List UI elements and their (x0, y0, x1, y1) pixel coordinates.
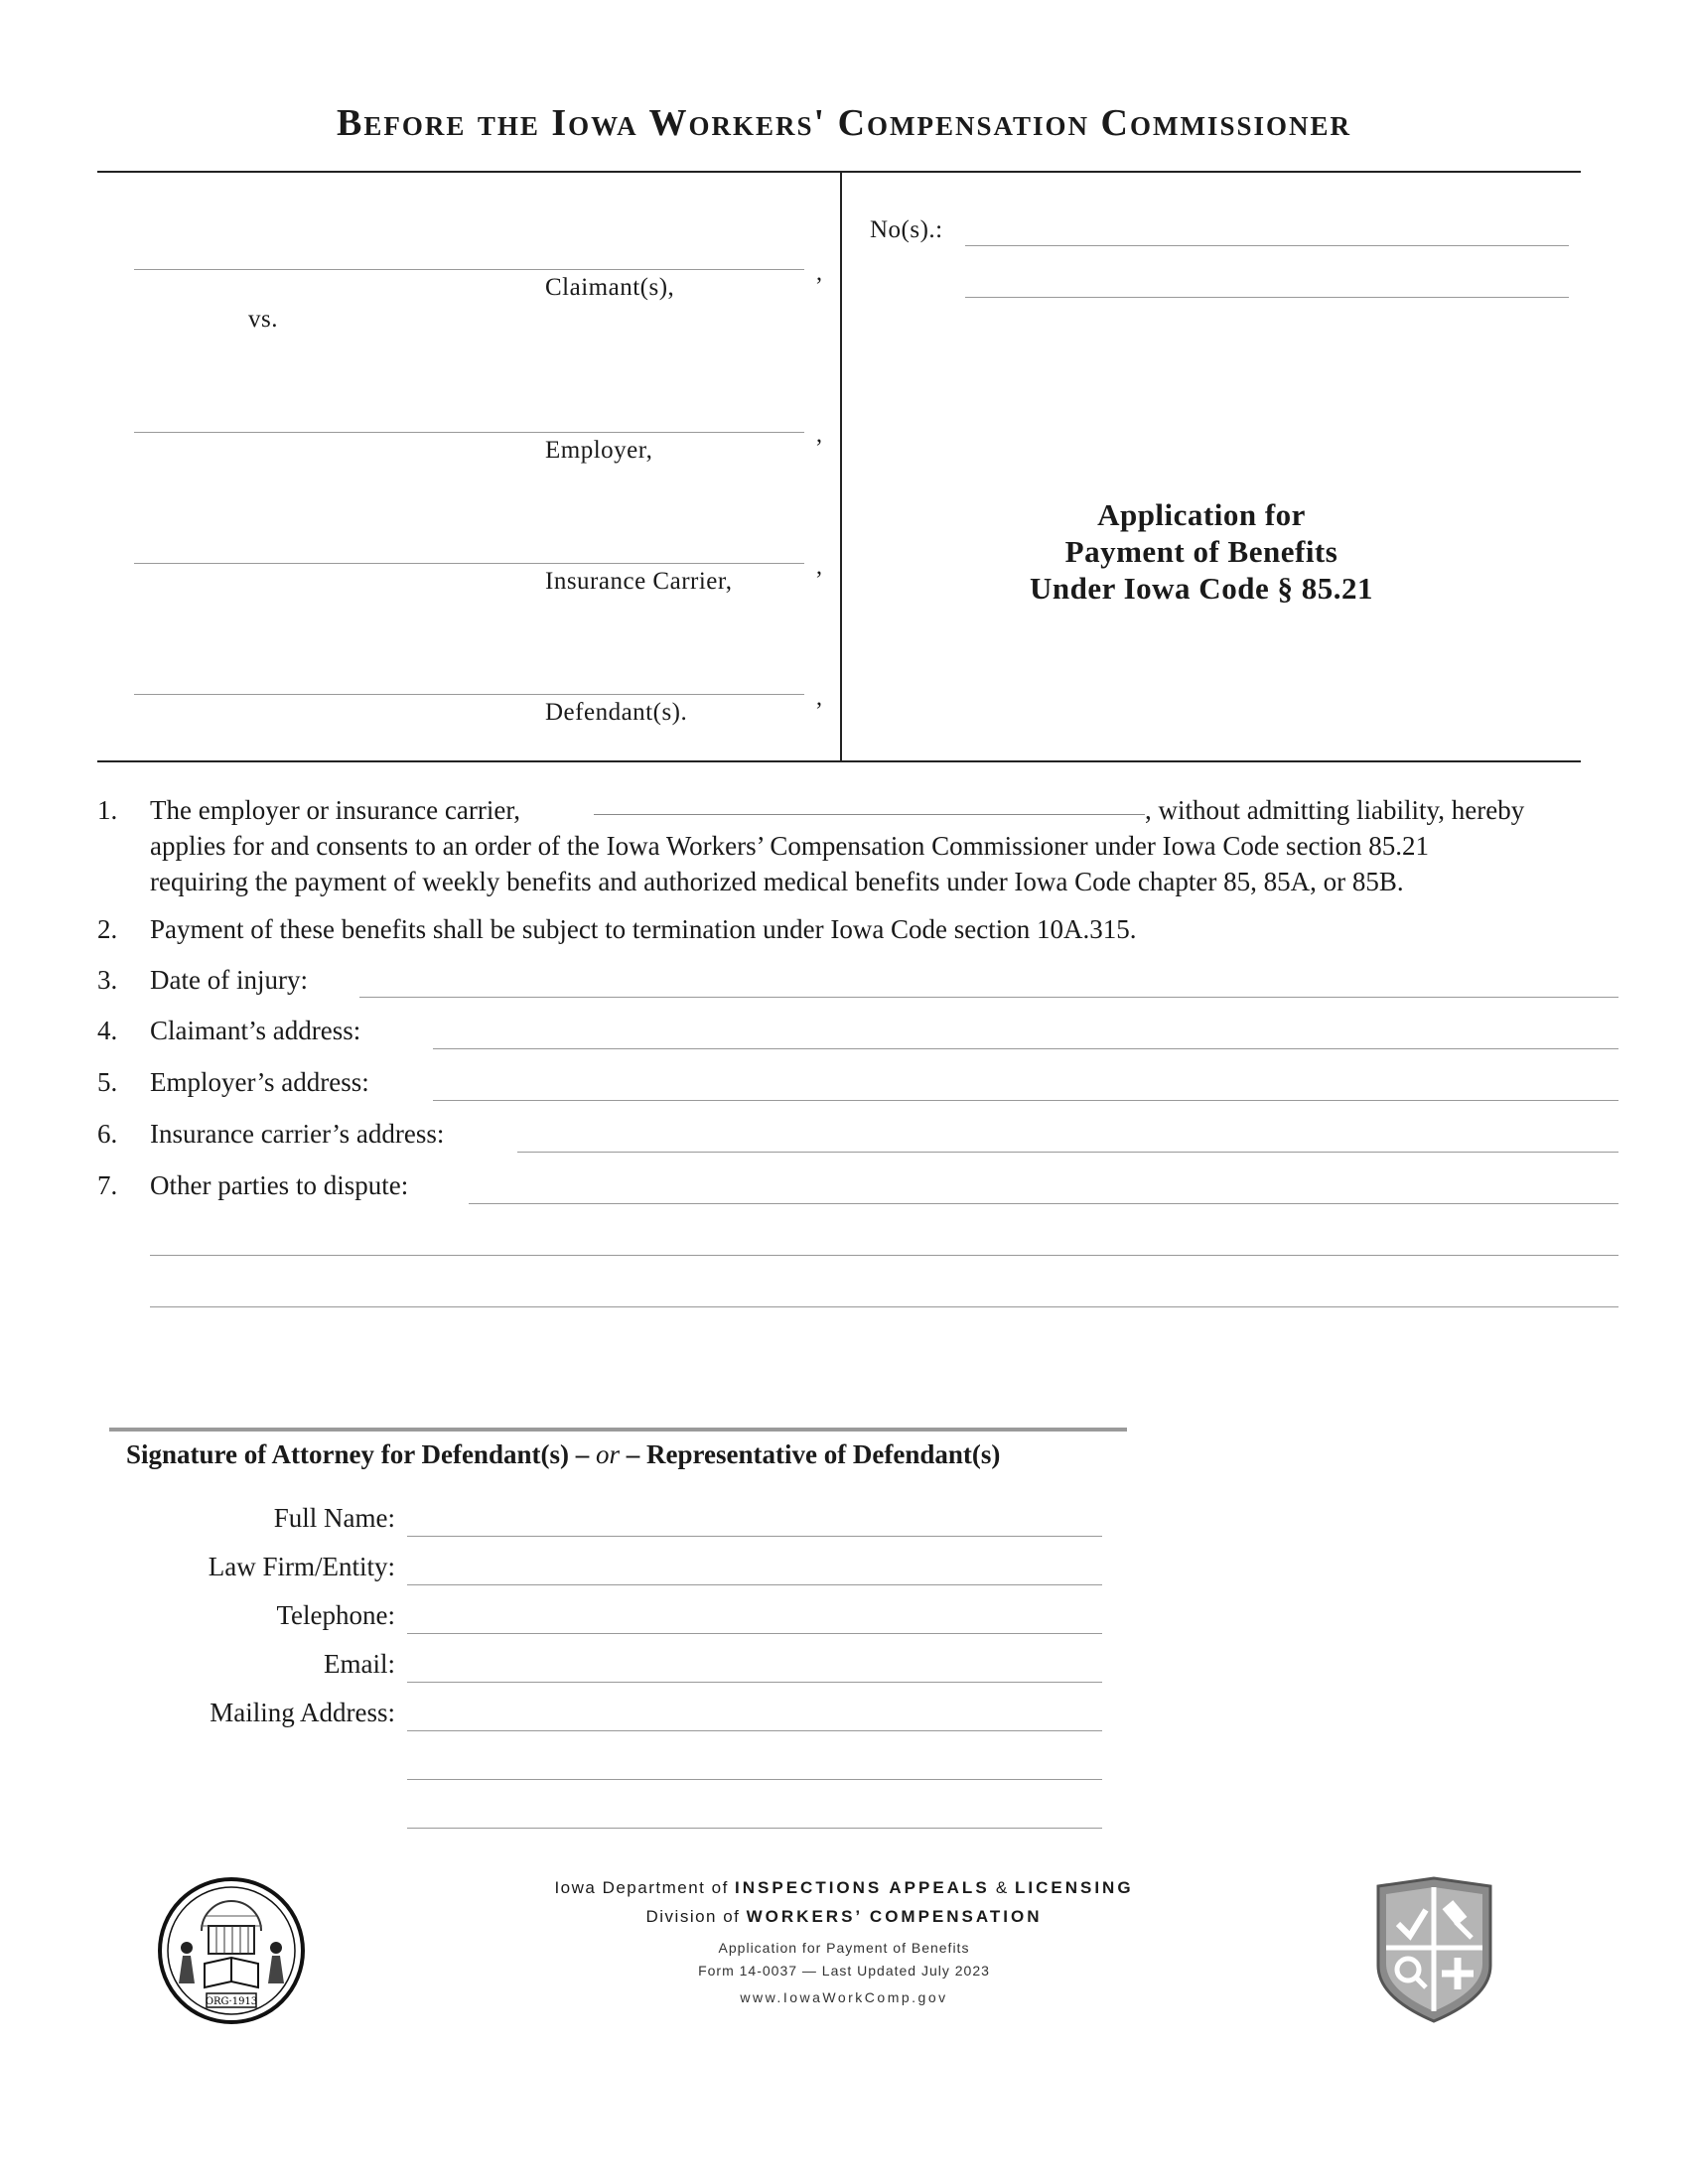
page-title: Before the Iowa Workers' Compensation Commissioner (337, 102, 1351, 144)
item-number: 2. (97, 914, 118, 944)
employer-address-line[interactable] (433, 1100, 1618, 1101)
other-parties-label: Other parties to dispute: (150, 1170, 409, 1200)
comma: , (816, 685, 822, 711)
full-name-line[interactable] (407, 1536, 1102, 1537)
footer-website-link[interactable]: www.IowaWorkComp.gov (740, 1989, 948, 2005)
carrier-address-line[interactable] (517, 1152, 1618, 1153)
signature-bar (109, 1428, 1127, 1432)
footer-department-name: LICENSING (1014, 1878, 1134, 1897)
item-number: 7. (97, 1170, 118, 1200)
item-1-text-start: The employer or insurance carrier, (150, 795, 520, 825)
other-parties-line-2[interactable] (150, 1255, 1618, 1256)
item-number: 6. (97, 1119, 118, 1149)
signature-heading-or: or (595, 1439, 620, 1469)
footer-department (447, 1878, 1241, 1898)
mailing-address-line[interactable] (407, 1730, 1102, 1731)
item-1-text-end: , without admitting liability, hereby (1145, 795, 1525, 825)
footer-department-amp: & (995, 1878, 1009, 1897)
defendants-name-line[interactable] (134, 694, 804, 695)
mailing-address-line-3[interactable] (407, 1828, 1102, 1829)
item-number: 1. (97, 795, 118, 825)
mailing-address-line-2[interactable] (407, 1779, 1102, 1780)
footer-department-name: INSPECTIONS APPEALS (735, 1878, 990, 1897)
law-firm-label: Law Firm/Entity: (208, 1552, 395, 1581)
item-2-text: Payment of these benefits shall be subject to termination under Iowa Code section 10A.315. (150, 914, 1137, 944)
signature-heading (126, 1439, 1000, 1470)
caption-bottom-rule (97, 760, 1581, 762)
vs-label: vs. (248, 306, 278, 333)
full-name-label: Full Name: (273, 1503, 395, 1533)
claimant-name-line[interactable] (134, 269, 804, 270)
claimant-label: Claimant(s), (545, 274, 675, 301)
date-of-injury-label: Date of injury: (150, 965, 308, 995)
carrier-label: Insurance Carrier, (545, 568, 733, 595)
telephone-line[interactable] (407, 1633, 1102, 1634)
date-of-injury-line[interactable] (359, 997, 1618, 998)
item-number: 3. (97, 965, 118, 995)
employer-address-label: Employer’s address: (150, 1067, 369, 1097)
email-line[interactable] (407, 1682, 1102, 1683)
signature-heading-text: Signature of Attorney for Defendant(s) – (126, 1439, 590, 1469)
employer-name-line[interactable] (134, 432, 804, 433)
item-number: 4. (97, 1016, 118, 1045)
case-number-line-2[interactable] (965, 297, 1569, 298)
case-number-line[interactable] (965, 245, 1569, 246)
dial-shield-logo-icon (1372, 1874, 1496, 2025)
email-label: Email: (324, 1649, 395, 1679)
law-firm-line[interactable] (407, 1584, 1102, 1585)
claimant-address-line[interactable] (433, 1048, 1618, 1049)
footer-division-pre: Division of (645, 1907, 741, 1926)
other-parties-line[interactable] (469, 1203, 1618, 1204)
claimant-address-label: Claimant’s address: (150, 1016, 361, 1045)
item-1-text-line-3: requiring the payment of weekly benefits and authorized medical benefits under Iowa Code chapter 85, 85A, or 85B. (150, 867, 1404, 896)
application-title-line: Payment of Benefits (1064, 534, 1338, 569)
footer-division (447, 1907, 1241, 1927)
item-1-text-line-2: applies for and consents to an order of the Iowa Workers’ Compensation Commissioner under Iowa Code section 85.21 (150, 831, 1430, 861)
signature-heading-text: – Representative of Defendant(s) (626, 1439, 1001, 1469)
comma: , (816, 554, 822, 580)
other-parties-line-3[interactable] (150, 1306, 1618, 1307)
employer-or-carrier-line[interactable] (594, 814, 1145, 815)
employer-label: Employer, (545, 437, 653, 464)
item-number: 5. (97, 1067, 118, 1097)
iowa-seal-icon (157, 1876, 306, 2025)
footer-division-name: WORKERS’ COMPENSATION (746, 1907, 1043, 1926)
footer-form-number: Form 14-0037 — Last Updated July 2023 (698, 1963, 990, 1979)
footer-department-pre: Iowa Department of (554, 1878, 729, 1897)
telephone-label: Telephone: (276, 1600, 395, 1630)
carrier-address-label: Insurance carrier’s address: (150, 1119, 445, 1149)
footer-form-title: Application for Payment of Benefits (718, 1940, 970, 1956)
carrier-name-line[interactable] (134, 563, 804, 564)
application-title-line: Application for (1097, 497, 1306, 532)
caption-divider (840, 173, 842, 761)
comma: , (816, 422, 822, 448)
seal-text: ORG·1913 (205, 1996, 258, 2007)
case-number-label: No(s).: (870, 216, 943, 243)
top-rule (97, 171, 1581, 173)
mailing-address-label: Mailing Address: (210, 1698, 395, 1727)
comma: , (816, 260, 822, 286)
defendants-label: Defendant(s). (545, 699, 688, 726)
application-title (844, 496, 1559, 607)
application-title-line: Under Iowa Code § 85.21 (1030, 571, 1373, 606)
